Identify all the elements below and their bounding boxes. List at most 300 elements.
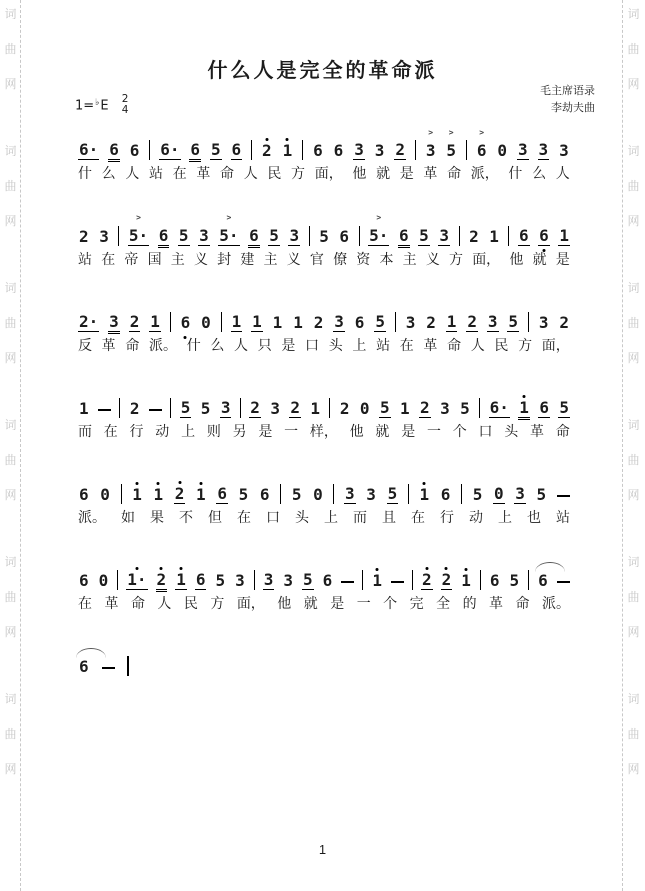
lyric-syllable: 果 [150,510,164,526]
note: 1 [195,487,207,504]
note: 1 [446,312,457,332]
note: 2 [441,572,453,590]
note: 3 [439,226,449,246]
accent-mark: > [376,213,382,223]
lyric-syllable: 义 [193,252,208,268]
watermark-group [626,556,641,638]
watermark-group [3,282,18,364]
lyric-syllable: 他 [277,596,292,612]
key-tonic: E [100,98,109,114]
note: 1 [152,487,164,504]
barline [121,484,122,504]
octave-dot-above [199,482,202,485]
lyric-syllable: 就 [532,252,547,268]
watermark-text: 网 [627,762,640,776]
lyric-syllable: 上 [181,424,196,440]
note: 1 [293,313,303,333]
lyric-syllable: 一 [356,596,371,612]
note: 5 [460,399,470,419]
lyric-syllable: 革 [196,166,211,182]
octave-dot-below [542,249,545,252]
note: 6 [398,226,409,246]
rest-note: 0 [359,399,370,419]
lyric-syllable: 动 [469,510,483,526]
lyric-syllable: 是 [258,424,273,440]
octave-dot-above [180,567,183,570]
octave-dot-above [423,482,426,485]
watermark-text: 曲 [627,316,640,330]
note: 6 [109,140,119,160]
note: 5 [178,226,189,246]
lyric-syllable: 一 [426,424,441,440]
note: 5 [269,226,279,246]
lyric-syllable: 是 [555,252,570,268]
barline [479,398,480,418]
lyric-syllable: 帝 [124,252,139,268]
octave-dot-above [523,395,526,398]
song-title: 什么人是完全的革命派 [207,58,438,82]
note: 6 [489,571,500,591]
watermark-text: 曲 [627,727,640,741]
note: 5 [238,485,249,505]
tie-arc [535,562,565,572]
lyric-syllable: 但 [208,510,222,526]
music-system [78,206,570,269]
note: 6 [195,570,206,590]
lyric-syllable: 民 [494,338,509,354]
note: 6 [322,571,333,591]
credits [540,83,595,116]
note: 2 [559,313,569,333]
lyric-syllable: 就 [376,166,391,182]
lyrics-row [78,593,570,613]
lyric-syllable: 官 [309,252,324,268]
lyrics-row [78,335,570,355]
note: 5 [375,312,385,332]
lyric-syllable: 在 [78,596,92,612]
lyric-syllable: 主 [402,252,417,268]
watermark-text: 词 [627,418,640,432]
barline [459,226,460,246]
watermark-group [3,693,18,775]
note: 1 [518,400,530,418]
note: 2 [129,399,140,419]
duration-dash [557,581,570,583]
note: 2 [250,398,260,418]
barline [528,570,529,590]
note: 1· [126,572,147,590]
note: 5 [559,398,569,418]
lyric-syllable: 行 [440,510,454,526]
rest-note: 0 [497,141,508,161]
lyric-syllable: 革 [101,338,116,354]
barline [466,140,467,160]
note: 3 [374,141,385,161]
lyricist-credit: 毛主席语录 [540,85,595,97]
barline [251,140,252,160]
note: 3 [199,226,209,246]
barline [395,312,396,332]
note: 2 [290,398,300,418]
note: 6· [79,140,99,160]
final-barline [127,656,129,676]
note: 2 [156,572,168,590]
barline [362,570,363,590]
watermark-text: 词 [4,418,17,432]
notes-row [78,120,570,160]
lyric-syllable: 民 [267,166,282,182]
lyric-syllable: 如 [121,510,135,526]
note: 2 [395,140,405,160]
barline [221,312,222,332]
note: 2 [129,312,140,332]
duration-dash [98,409,111,411]
barline [528,312,529,332]
right-dashed-rule [622,0,623,891]
note: 2 [339,399,350,419]
barline [119,398,120,418]
note: 3 [487,312,498,332]
note: 5 > [446,128,457,161]
lyric-syllable: 命 [220,166,235,182]
note: 1 [175,572,187,590]
note: 2 [469,227,479,247]
lyric-syllable: 么 [532,166,547,182]
note: 6 [518,226,529,246]
barline [302,140,303,160]
barline [461,484,462,504]
octave-dot-above [465,568,468,571]
note: 5 [419,226,429,246]
note: 5 [508,312,519,332]
note: 6 [217,484,227,504]
lyric-syllable: 人 [125,166,140,182]
octave-dot-above [265,138,268,141]
barline [170,398,171,418]
lyric-syllable: 人 [234,338,249,354]
lyric-syllable: 则 [206,424,221,440]
note: 3 [354,140,364,160]
watermark-text: 网 [627,351,640,365]
music-systems [78,120,570,699]
lyric-syllable: 国 [147,252,162,268]
note: 3 [517,140,528,160]
note: 5· > [369,213,389,246]
watermark-text: 曲 [627,42,640,56]
note: 6 [333,141,344,161]
note: 3 [345,484,355,504]
note: 5 [180,398,191,418]
watermark-text: 网 [627,625,640,639]
lyric-syllable: 是 [330,596,345,612]
note: 3 [99,227,109,247]
music-system [78,378,570,441]
lyric-syllable: 命 [515,596,530,612]
lyric-syllable: 方 [291,166,306,182]
lyric-syllable: 什 [78,166,92,182]
watermark-text: 网 [4,214,17,228]
note: 1 [252,312,262,332]
music-system [78,636,570,676]
note: 5 [200,399,211,419]
barline [412,570,413,590]
octave-dot-above [178,481,181,484]
meter-numerator: 2 [121,93,129,105]
watermark-text: 网 [4,488,17,502]
note: 6 [539,398,549,418]
lyric-syllable: 派。 [149,338,178,354]
lyric-syllable: 在 [237,510,251,526]
composer-credit: 李劫夫曲 [551,101,595,114]
watermark-text: 词 [627,281,640,295]
watermark-text: 词 [627,7,640,21]
lyric-syllable: 全 [436,596,451,612]
key-prefix: 1= [75,98,95,114]
lyric-syllable: 面， [236,596,265,612]
note: 5 [215,571,226,591]
lyric-syllable: 派。 [541,596,570,612]
lyric-syllable: 主 [263,252,278,268]
note: 3 [220,398,231,418]
lyric-syllable: 命 [447,166,462,182]
notes-row [78,550,570,590]
lyric-syllable: 在 [101,252,116,268]
note: 2 [79,227,89,247]
lyric-syllable: 也 [527,510,541,526]
lyric-syllable: 站 [78,252,92,268]
rest-note: 0 [100,485,110,505]
octave-dot-above [157,482,160,485]
lyric-syllable: 僚 [333,252,348,268]
note: 3 [538,313,549,333]
note: 2 [313,313,324,333]
note: 5· > [128,213,149,246]
lyric-syllable: 是 [399,166,414,182]
watermark-text: 词 [627,692,640,706]
note: 2 [420,398,430,418]
music-system [78,292,570,355]
lyric-syllable: 资 [356,252,371,268]
lyric-syllable: 派。 [78,510,106,526]
lyric-syllable: 面， [541,338,570,354]
lyric-syllable: 革 [423,166,438,182]
watermark-text: 曲 [4,316,17,330]
lyric-syllable: 人 [555,166,570,182]
duration-dash [341,581,354,583]
barline [408,484,409,504]
note: 6 [440,485,451,505]
lyric-syllable: 方 [518,338,533,354]
watermark-text: 网 [4,625,17,639]
lyric-syllable: 面， [472,252,501,268]
barline [508,226,509,246]
watermark-text: 曲 [4,727,17,741]
notes-row [78,292,570,332]
note: 6 [79,485,89,505]
note: 6 [354,313,365,333]
watermark-group [3,419,18,501]
barline [170,312,171,332]
lyric-syllable: 人 [243,166,258,182]
note: 6· [489,398,509,418]
accent-mark: > [448,128,454,138]
note: 1 [400,399,410,419]
lyric-syllable: 上 [352,338,367,354]
lyric-syllable: 就 [303,596,318,612]
lyric-syllable: 动 [155,424,170,440]
note: 5 [379,398,390,418]
watermark-text: 曲 [627,179,640,193]
accent-mark: > [226,213,232,223]
barline [118,226,119,246]
duration-dash [149,409,162,411]
lyric-syllable: 革 [104,596,119,612]
note: 2 [467,312,477,332]
lyric-syllable: 就 [375,424,390,440]
meter-denominator: 4 [121,103,129,116]
time-signature [122,94,129,115]
accent-mark: > [479,128,485,138]
note: 3 [515,484,525,504]
music-system [78,550,570,613]
watermark-text: 曲 [4,590,17,604]
lyric-syllable: 革 [423,338,438,354]
lyric-syllable: 站 [556,510,570,526]
note: 3 > [425,128,436,161]
lyric-syllable: 方 [210,596,225,612]
octave-dot-above [445,567,448,570]
watermark-text: 词 [627,144,640,158]
watermark-group [626,282,641,364]
note: 2 [426,313,436,333]
note: 6 [537,573,549,590]
lyrics-row [78,421,570,441]
lyric-syllable: 命 [555,424,570,440]
note: 5 [387,484,398,504]
lyric-syllable: 行 [129,424,144,440]
accent-mark: > [428,128,434,138]
lyric-syllable: 他 [509,252,524,268]
watermark-column-left [3,8,18,830]
note: 6 [190,140,201,160]
watermark-text: 曲 [4,453,17,467]
watermark-text: 曲 [627,590,640,604]
lyric-syllable: 在 [399,338,414,354]
duration-dash [391,581,404,583]
note: 3 [405,313,416,333]
note: 2· [79,312,99,332]
lyric-syllable: 口 [478,424,493,440]
watermark-group [626,145,641,227]
lyric-syllable: 站 [149,166,164,182]
flat-accidental: ♭ [95,97,100,108]
barline [254,570,255,590]
watermark-text: 曲 [4,42,17,56]
octave-dot-above [376,568,379,571]
note: 5 [319,227,329,247]
octave-dot-above [136,482,139,485]
lyric-syllable: 封 [217,252,232,268]
note: 1 [131,487,143,504]
note: 5 [509,571,520,591]
lyric-syllable: 反 [78,338,92,354]
note: 3 [283,571,294,591]
barline [240,398,241,418]
lyric-syllable: 是 [401,424,416,440]
lyric-syllable: 什 [508,166,523,182]
note: 6 [180,315,192,332]
barline [309,226,310,246]
octave-dot-above [160,567,163,570]
note: 6 [158,226,169,246]
watermark-text: 词 [627,555,640,569]
note: 1 [419,487,431,504]
notes-row [78,464,570,504]
note: 5 [536,485,547,505]
lyric-syllable: 一 [284,424,299,440]
lyric-syllable: 命 [125,338,140,354]
lyric-syllable: 头 [328,338,343,354]
barline [329,398,330,418]
lyric-syllable: 不 [179,510,193,526]
lyric-syllable: 么 [210,338,225,354]
lyric-syllable: 上 [498,510,512,526]
watermark-text: 网 [627,77,640,91]
left-dashed-rule [20,0,21,891]
duration-dash [557,495,570,497]
lyric-syllable: 而 [353,510,367,526]
watermark-text: 网 [4,762,17,776]
watermark-group [3,556,18,638]
barline [415,140,416,160]
note: 3 [289,226,300,246]
lyric-syllable: 人 [157,596,172,612]
page-number: 1 [318,842,327,857]
notes-row [78,378,570,418]
lyric-syllable: 只 [257,338,272,354]
lyric-syllable: 的 [462,596,477,612]
tie-arc [76,648,106,658]
note: 6 [129,141,140,161]
lyric-syllable: 个 [383,596,398,612]
note: 3 [235,571,245,591]
barline [117,570,118,590]
note: 1 [272,313,283,333]
lyric-syllable: 在 [103,424,118,440]
note: 6 [231,140,242,160]
lyric-syllable: 义 [286,252,301,268]
lyric-syllable: 另 [232,424,247,440]
lyric-syllable: 主 [170,252,185,268]
watermark-text: 网 [627,214,640,228]
note: 5 [472,485,483,505]
lyric-syllable: 命 [130,596,145,612]
lyric-syllable: 上 [324,510,338,526]
note: 6 [79,571,89,591]
lyric-syllable: 在 [172,166,187,182]
note: 1 [231,312,242,332]
note: 1 [460,573,472,590]
note: 1 [79,399,89,419]
watermark-group [626,693,641,775]
lyric-syllable: 义 [425,252,440,268]
lyrics-row [78,249,570,269]
note: 6 [249,226,259,246]
lyric-syllable: 面， [314,166,343,182]
note: 3 [270,399,280,419]
note: 3 [538,140,549,160]
lyric-syllable: 头 [295,510,309,526]
